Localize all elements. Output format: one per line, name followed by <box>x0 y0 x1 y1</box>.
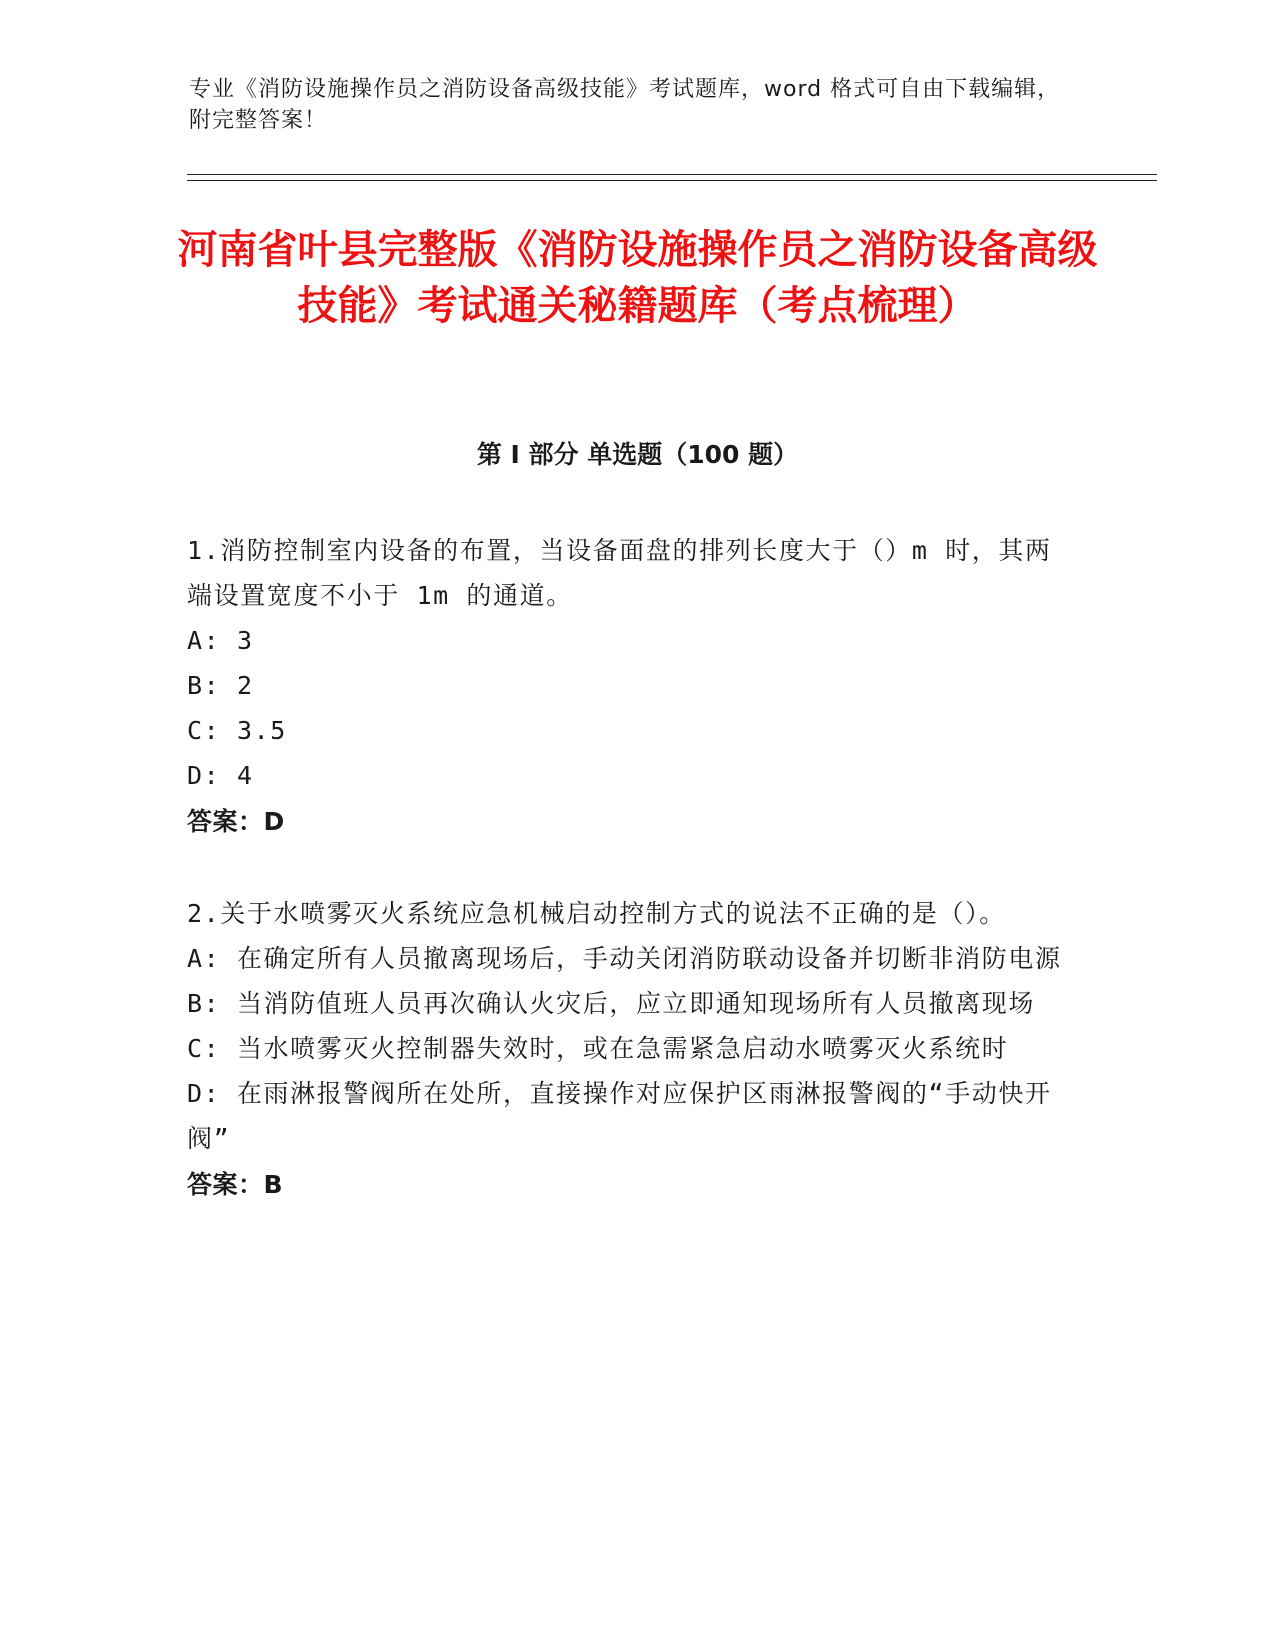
header-note: 专业《消防设施操作员之消防设备高级技能》考试题库，word 格式可自由下载编辑，附完整答案！ <box>189 77 1061 133</box>
option-b: B: 当消防值班人员再次确认火灾后，应立即通知现场所有人员撤离现场 <box>187 989 1035 1018</box>
section-heading: 第 I 部分 单选题（100 题） <box>476 440 799 469</box>
option-c: C: 当水喷雾灭火控制器失效时，或在急需紧急启动水喷雾灭火系统时 <box>187 1034 1009 1063</box>
header-divider-top <box>187 174 1157 175</box>
option-c: C: 3.5 <box>187 716 287 745</box>
answer: 答案：D <box>187 807 285 836</box>
header-divider-bottom <box>187 180 1157 181</box>
document-title: 河南省叶县完整版《消防设施操作员之消防设备高级技能》考试通关秘籍题库（考点梳理） <box>177 227 1098 329</box>
option-d: D: 4 <box>187 761 254 790</box>
option-b: B: 2 <box>187 671 254 700</box>
option-a: A: 在确定所有人员撤离现场后，手动关闭消防联动设备并切断非消防电源 <box>187 944 1062 973</box>
question-2 <box>187 891 1067 1208</box>
option-a: A: 3 <box>187 626 254 655</box>
question-text: 2.关于水喷雾灭火系统应急机械启动控制方式的说法不正确的是（）。 <box>187 899 1006 928</box>
question-text: 1.消防控制室内设备的布置，当设备面盘的排列长度大于（）m 时，其两端设置宽度不小于 1m 的通道。 <box>187 536 1052 610</box>
question-1 <box>187 528 1067 845</box>
option-d: D: 在雨淋报警阀所在处所，直接操作对应保护区雨淋报警阀的“手动快开阀” <box>187 1079 1052 1153</box>
answer: 答案：B <box>187 1170 284 1199</box>
